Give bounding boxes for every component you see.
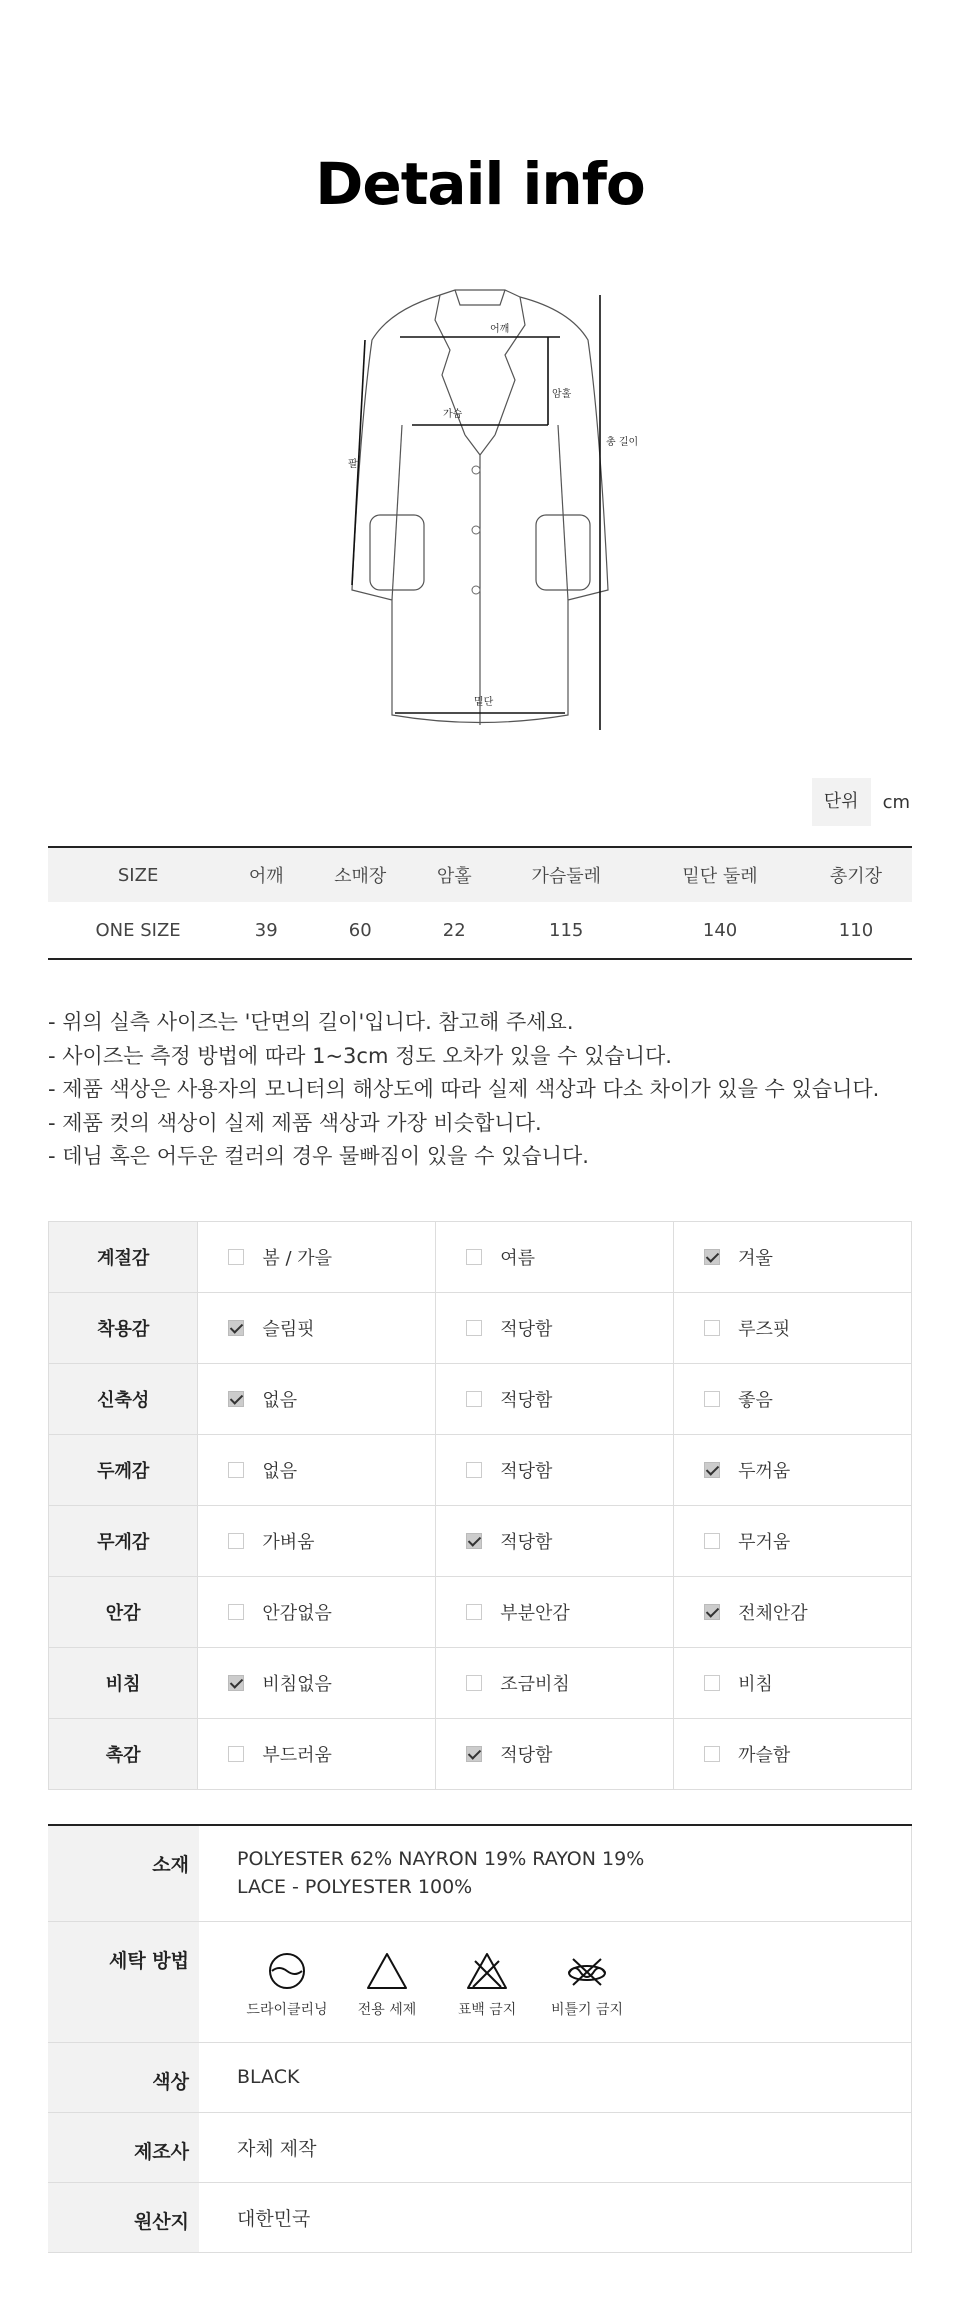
- checked-checkbox: [704, 1249, 720, 1265]
- note-line: - 데님 혹은 어두운 컬러의 경우 물빠짐이 있을 수 있습니다.: [48, 1144, 589, 1168]
- attribute-option: [436, 1506, 674, 1577]
- attribute-option: [198, 1648, 436, 1719]
- option-label: 까슬함: [738, 1745, 791, 1766]
- info-value: 대한민국: [199, 2182, 912, 2252]
- attribute-option: [674, 1293, 912, 1364]
- option-label: 조금비침: [500, 1674, 570, 1695]
- option-label: 비침: [738, 1674, 773, 1695]
- attribute-row: [49, 1506, 912, 1577]
- wash-label: 표백 금지: [457, 2001, 517, 2018]
- option-label: 없음: [262, 1390, 298, 1411]
- option-label: 적당함: [500, 1319, 553, 1340]
- neutral-detergent-icon: [365, 1951, 409, 1991]
- attribute-option: [198, 1293, 436, 1364]
- attribute-name: 계절감: [49, 1222, 198, 1293]
- attribute-row: [49, 1222, 912, 1293]
- info-row-origin: [48, 2182, 912, 2252]
- option-label: 부분안감: [500, 1603, 570, 1624]
- option-label: 없음: [262, 1461, 298, 1482]
- unchecked-checkbox: [704, 1320, 720, 1336]
- table-row: [48, 902, 912, 959]
- checked-checkbox: [228, 1675, 244, 1691]
- info-label: 제조사: [48, 2112, 199, 2182]
- fabric-attributes-table: [48, 1221, 912, 1790]
- option-label: 무거움: [738, 1532, 791, 1553]
- attribute-option: [436, 1435, 674, 1506]
- attribute-name: 비침: [49, 1648, 198, 1719]
- attribute-option: [674, 1648, 912, 1719]
- table-cell: 110: [800, 902, 912, 959]
- material-line: LACE - POLYESTER 100%: [237, 1876, 473, 1899]
- unchecked-checkbox: [228, 1604, 244, 1620]
- attribute-option: [198, 1719, 436, 1790]
- column-header: 어깨: [228, 847, 304, 902]
- table-cell: 115: [492, 902, 640, 959]
- column-header: 소매장: [304, 847, 416, 902]
- unchecked-checkbox: [228, 1249, 244, 1265]
- info-row-maker: [48, 2112, 912, 2182]
- unchecked-checkbox: [466, 1604, 482, 1620]
- checked-checkbox: [466, 1746, 482, 1762]
- unchecked-checkbox: [466, 1462, 482, 1478]
- attribute-option: [436, 1719, 674, 1790]
- option-label: 봄 / 가을: [262, 1248, 333, 1269]
- option-label: 루즈핏: [738, 1319, 791, 1340]
- wash-item: [237, 1951, 337, 2019]
- wash-instructions: [237, 1923, 910, 2041]
- label-shoulder: 어깨: [490, 324, 510, 335]
- page-title: Detail info: [315, 150, 645, 218]
- wash-item: [537, 1951, 637, 2019]
- info-row-washing: [48, 1921, 912, 2042]
- wash-item: [437, 1951, 537, 2019]
- unit-indicator: [812, 778, 910, 826]
- no-wring-icon: [565, 1951, 609, 1991]
- attribute-option: [198, 1506, 436, 1577]
- attribute-option: [436, 1577, 674, 1648]
- attribute-row: [49, 1648, 912, 1719]
- info-label: 색상: [48, 2042, 199, 2112]
- info-label: 소재: [48, 1825, 199, 1921]
- info-value: BLACK: [199, 2042, 912, 2112]
- info-row-color: [48, 2042, 912, 2112]
- attribute-option: [436, 1222, 674, 1293]
- checked-checkbox: [228, 1391, 244, 1407]
- unchecked-checkbox: [466, 1675, 482, 1691]
- unchecked-checkbox: [466, 1391, 482, 1407]
- column-header: 가슴둘레: [492, 847, 640, 902]
- attribute-row: [49, 1577, 912, 1648]
- table-cell: 60: [304, 902, 416, 959]
- table-cell: 22: [416, 902, 492, 959]
- note-line: - 제품 색상은 사용자의 모니터의 해상도에 따라 실제 색상과 다소 차이가 있을 수 있습니다.: [48, 1077, 880, 1101]
- attribute-name: 착용감: [49, 1293, 198, 1364]
- dry-clean-icon: [265, 1951, 309, 1991]
- attribute-name: 무게감: [49, 1506, 198, 1577]
- info-value: 자체 제작: [199, 2112, 912, 2182]
- unchecked-checkbox: [228, 1746, 244, 1762]
- attribute-option: [674, 1435, 912, 1506]
- attribute-name: 두께감: [49, 1435, 198, 1506]
- column-header: 암홀: [416, 847, 492, 902]
- size-notes: [48, 1006, 879, 1174]
- attribute-option: [674, 1222, 912, 1293]
- material-line: POLYESTER 62% NAYRON 19% RAYON 19%: [237, 1848, 645, 1871]
- unit-value: cm: [882, 791, 910, 813]
- unchecked-checkbox: [228, 1462, 244, 1478]
- attribute-option: [674, 1719, 912, 1790]
- checked-checkbox: [228, 1320, 244, 1336]
- option-label: 슬림핏: [262, 1319, 315, 1340]
- attribute-option: [198, 1435, 436, 1506]
- info-row-material: [48, 1825, 912, 1921]
- option-label: 비침없음: [262, 1674, 332, 1695]
- info-label: 원산지: [48, 2182, 199, 2252]
- option-label: 가벼움: [262, 1532, 315, 1553]
- attribute-row: [49, 1293, 912, 1364]
- wash-label: 전용 세제: [357, 2001, 417, 2018]
- checked-checkbox: [704, 1604, 720, 1620]
- coat-size-diagram: [330, 285, 650, 745]
- unit-label: 단위: [812, 778, 871, 826]
- attribute-row: [49, 1719, 912, 1790]
- option-label: 겨울: [738, 1248, 773, 1269]
- attribute-option: [436, 1293, 674, 1364]
- table-cell: 140: [640, 902, 800, 959]
- size-table: [48, 846, 912, 960]
- column-header: 밑단 둘레: [640, 847, 800, 902]
- attribute-name: 신축성: [49, 1364, 198, 1435]
- attribute-option: [436, 1648, 674, 1719]
- option-label: 부드러움: [262, 1745, 332, 1766]
- attribute-row: [49, 1435, 912, 1506]
- unchecked-checkbox: [704, 1675, 720, 1691]
- option-label: 전체안감: [738, 1603, 808, 1624]
- unchecked-checkbox: [466, 1320, 482, 1336]
- attribute-option: [674, 1577, 912, 1648]
- attribute-option: [436, 1364, 674, 1435]
- size-table-header: [48, 847, 912, 902]
- wash-label: 드라이클리닝: [246, 2001, 328, 2018]
- label-total-length: 총 길이: [606, 437, 639, 448]
- option-label: 두꺼움: [738, 1461, 791, 1482]
- unchecked-checkbox: [704, 1533, 720, 1549]
- label-chest: 가슴: [443, 409, 463, 420]
- note-line: - 제품 컷의 색상이 실제 제품 색상과 가장 비슷합니다.: [48, 1110, 542, 1135]
- note-line: - 사이즈는 측정 방법에 따라 1~3cm 정도 오차가 있을 수 있습니다.: [48, 1043, 672, 1068]
- attribute-name: 안감: [49, 1577, 198, 1648]
- option-label: 적당함: [500, 1461, 553, 1482]
- note-line: - 위의 실측 사이즈는 '단면의 길이'입니다. 참고해 주세요.: [48, 1010, 574, 1034]
- unchecked-checkbox: [466, 1249, 482, 1265]
- option-label: 적당함: [500, 1745, 553, 1766]
- label-hem: 밑단: [474, 697, 494, 708]
- unchecked-checkbox: [228, 1533, 244, 1549]
- attribute-row: [49, 1364, 912, 1435]
- label-sleeve: 팔: [348, 459, 358, 470]
- column-header: 총기장: [800, 847, 912, 902]
- wash-label: 비틀기 금지: [550, 2001, 624, 2018]
- checked-checkbox: [704, 1462, 720, 1478]
- wash-item: [337, 1951, 437, 2019]
- table-cell: ONE SIZE: [48, 902, 228, 959]
- unchecked-checkbox: [704, 1746, 720, 1762]
- option-label: 여름: [500, 1248, 536, 1269]
- attribute-option: [674, 1506, 912, 1577]
- column-header: SIZE: [48, 847, 228, 902]
- product-info-table: [48, 1824, 912, 2253]
- option-label: 좋음: [738, 1390, 773, 1411]
- attribute-name: 촉감: [49, 1719, 198, 1790]
- option-label: 적당함: [500, 1532, 553, 1553]
- attribute-option: [198, 1222, 436, 1293]
- option-label: 적당함: [500, 1390, 553, 1411]
- unchecked-checkbox: [704, 1391, 720, 1407]
- info-label: 세탁 방법: [48, 1921, 199, 2042]
- attribute-option: [198, 1577, 436, 1648]
- checked-checkbox: [466, 1533, 482, 1549]
- option-label: 안감없음: [262, 1603, 332, 1624]
- table-cell: 39: [228, 902, 304, 959]
- label-armhole: 암홀: [552, 389, 572, 400]
- attribute-option: [198, 1364, 436, 1435]
- no-bleach-icon: [465, 1951, 509, 1991]
- attribute-option: [674, 1364, 912, 1435]
